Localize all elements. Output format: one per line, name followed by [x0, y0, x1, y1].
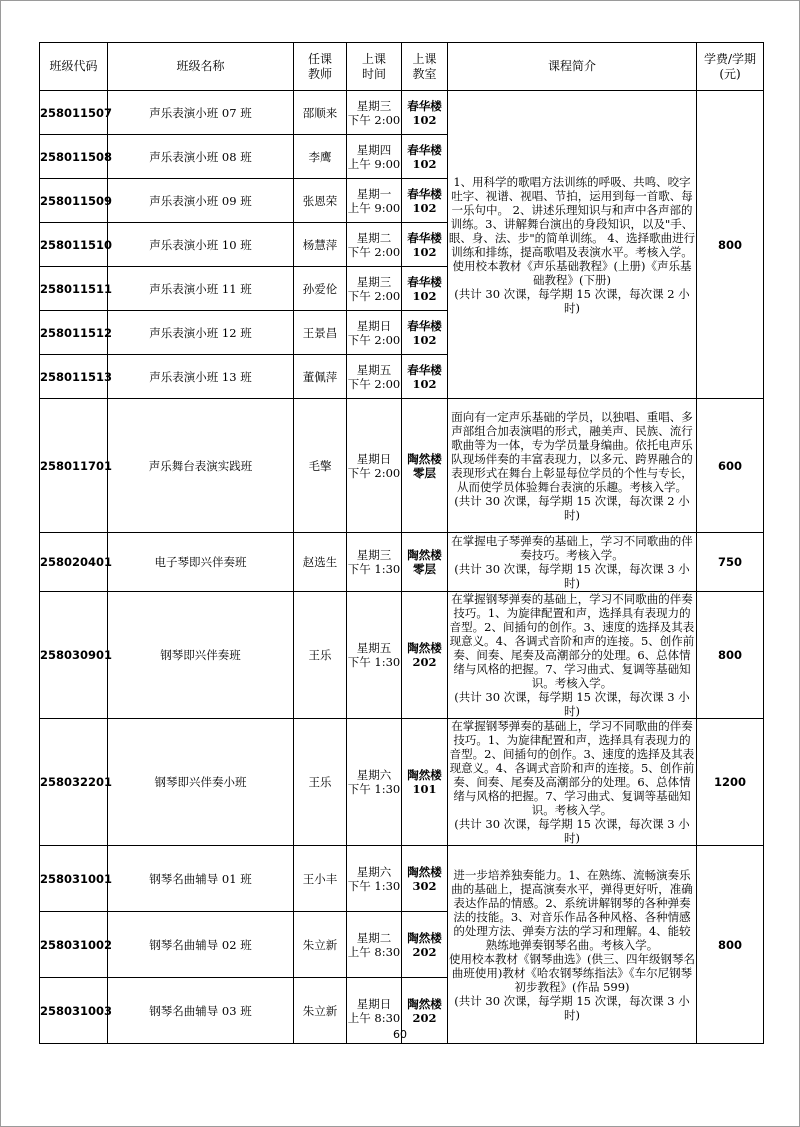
classroom: 陶然楼 零层 — [402, 533, 448, 592]
tuition-fee: 800 — [697, 846, 764, 1044]
class-code: 258031003 — [40, 978, 108, 1044]
class-name: 钢琴即兴伴奏小班 — [108, 719, 294, 846]
header-code: 班级代码 — [40, 43, 108, 91]
class-time: 星期三 下午 1:30 — [347, 533, 402, 592]
class-time: 星期六 下午 1:30 — [347, 846, 402, 912]
class-code: 258011701 — [40, 399, 108, 533]
class-code: 258011507 — [40, 91, 108, 135]
class-time: 星期三 下午 2:00 — [347, 91, 402, 135]
class-time: 星期五 下午 2:00 — [347, 355, 402, 399]
class-name: 声乐表演小班 07 班 — [108, 91, 294, 135]
teacher: 孙爱伦 — [294, 267, 347, 311]
table-row — [40, 533, 764, 592]
table-row — [40, 846, 764, 912]
class-time: 星期二 上午 8:30 — [347, 912, 402, 978]
class-time: 星期五 下午 1:30 — [347, 592, 402, 719]
table-row — [40, 592, 764, 719]
tuition-fee: 800 — [697, 592, 764, 719]
classroom: 春华楼 102 — [402, 179, 448, 223]
table-row — [40, 719, 764, 846]
course-description: 在掌握电子琴弹奏的基础上，学习不同歌曲的伴奏技巧。考核入学。 (共计 30 次课，每学期 15 次课，每次课 3 小时) — [448, 533, 697, 592]
page-number: 60 — [393, 1028, 407, 1041]
class-name: 声乐表演小班 08 班 — [108, 135, 294, 179]
class-name: 钢琴名曲辅导 02 班 — [108, 912, 294, 978]
header-teacher: 任课 教师 — [294, 43, 347, 91]
course-description: 进一步培养独奏能力。1、在熟练、流畅演奏乐曲的基础上，提高演奏水平，弹得更好听，准确表达作品的情感。2、系统讲解钢琴的各种弹奏法的技能。3、对音乐作品各种风格、各种情感的处理方法、弹奏方法的学习和理解。4、能较熟练地弹奏钢琴名曲。考核入学。 使用校本教材《钢琴曲选》(供三、四年级钢琴名曲班使用)教材《哈农钢琴练指法》《车尔尼钢琴初步教程》(作品 599) (共计 30 次课，每学期 15 次课，每次课 3 小时) — [448, 846, 697, 1044]
course-description: 1、用科学的歌唱方法训练的呼吸、共鸣、咬字吐字、视谱、视唱、节拍，运用到每一首歌、每一乐句中。 2、讲述乐理知识与和声中各声部的训练。3、讲解舞台演出的身段知识，以及"手、眼、身、法、步"的简单训练。 4、选择歌曲进行训练和排练，提高歌唱及表演水平。考核入学。 使用校本教材《声乐基础教程》(上册)《声乐基础教程》(下册) (共计 30 次课，每学期 15 次课，每次课 2 小时) — [448, 91, 697, 399]
classroom: 春华楼 102 — [402, 311, 448, 355]
class-code: 258031002 — [40, 912, 108, 978]
header-name: 班级名称 — [108, 43, 294, 91]
class-time: 星期日 上午 8:30 — [347, 978, 402, 1044]
teacher: 王乐 — [294, 719, 347, 846]
class-time: 星期日 下午 2:00 — [347, 311, 402, 355]
tuition-fee: 750 — [697, 533, 764, 592]
class-code: 258011510 — [40, 223, 108, 267]
classroom: 春华楼 102 — [402, 223, 448, 267]
course-description: 在掌握钢琴弹奏的基础上，学习不同歌曲的伴奏技巧。1、为旋律配置和声，选择具有表现力的音型。2、间插句的创作。3、速度的选择及其表现意义。4、各调式音阶和声的连接。5、创作前奏、间奏、尾奏及高潮部分的处理。6、总体情绪与风格的把握。7、学习曲式、复调等基础知识。考核入学。 (共计 30 次课，每学期 15 次课，每次课 3 小时) — [448, 592, 697, 719]
class-time: 星期六 下午 1:30 — [347, 719, 402, 846]
header-fee: 学费/学期 (元) — [697, 43, 764, 91]
class-time: 星期日 下午 2:00 — [347, 399, 402, 533]
class-time: 星期一 上午 9:00 — [347, 179, 402, 223]
class-code: 258011513 — [40, 355, 108, 399]
classroom: 陶然楼 202 — [402, 592, 448, 719]
class-name: 声乐表演小班 13 班 — [108, 355, 294, 399]
teacher: 董佩萍 — [294, 355, 347, 399]
class-code: 258032201 — [40, 719, 108, 846]
course-description: 面向有一定声乐基础的学员，以独唱、重唱、多声部组合加表演唱的形式，融美声、民族、流行歌曲等为一体，专为学员量身编曲。依托电声乐队现场伴奏的丰富表现力，以多元、跨界融合的表现形式在舞台上彰显每位学员的个性与专长，从而使学员体验舞台表演的乐趣。考核入学。 (共计 30 次课，每学期 15 次课，每次课 2 小时) — [448, 399, 697, 533]
classroom: 陶然楼 101 — [402, 719, 448, 846]
class-name: 声乐表演小班 12 班 — [108, 311, 294, 355]
class-name: 钢琴即兴伴奏班 — [108, 592, 294, 719]
teacher: 杨慧萍 — [294, 223, 347, 267]
course-description: 在掌握钢琴弹奏的基础上，学习不同歌曲的伴奏技巧。1、为旋律配置和声，选择具有表现力的音型。2、间插句的创作。3、速度的选择及其表现意义。4、各调式音阶和声的连接。5、创作前奏、间奏、尾奏及高潮部分的处理。6、总体情绪与风格的把握。7、学习曲式、复调等基础知识。考核入学。 (共计 30 次课，每学期 15 次课，每次课 3 小时) — [448, 719, 697, 846]
class-code: 258031001 — [40, 846, 108, 912]
tuition-fee: 800 — [697, 91, 764, 399]
classroom: 陶然楼 202 — [402, 912, 448, 978]
tuition-fee: 1200 — [697, 719, 764, 846]
class-name: 声乐表演小班 10 班 — [108, 223, 294, 267]
class-name: 钢琴名曲辅导 01 班 — [108, 846, 294, 912]
class-code: 258011508 — [40, 135, 108, 179]
classroom: 春华楼 102 — [402, 91, 448, 135]
class-code: 258011509 — [40, 179, 108, 223]
class-time: 星期三 下午 2:00 — [347, 267, 402, 311]
class-name: 声乐表演小班 09 班 — [108, 179, 294, 223]
teacher: 朱立新 — [294, 912, 347, 978]
class-code: 258020401 — [40, 533, 108, 592]
class-name: 钢琴名曲辅导 03 班 — [108, 978, 294, 1044]
class-name: 声乐表演小班 11 班 — [108, 267, 294, 311]
teacher: 邵顺来 — [294, 91, 347, 135]
header-room: 上课 教室 — [402, 43, 448, 91]
course-table — [39, 42, 764, 1044]
class-code: 258030901 — [40, 592, 108, 719]
class-time: 星期四 上午 9:00 — [347, 135, 402, 179]
teacher: 毛擎 — [294, 399, 347, 533]
classroom: 陶然楼 零层 — [402, 399, 448, 533]
teacher: 朱立新 — [294, 978, 347, 1044]
classroom: 春华楼 102 — [402, 267, 448, 311]
header-desc: 课程简介 — [448, 43, 697, 91]
class-code: 258011512 — [40, 311, 108, 355]
table-row — [40, 91, 764, 135]
teacher: 王小丰 — [294, 846, 347, 912]
teacher: 赵选生 — [294, 533, 347, 592]
class-code: 258011511 — [40, 267, 108, 311]
teacher: 张恩荣 — [294, 179, 347, 223]
teacher: 王乐 — [294, 592, 347, 719]
classroom: 春华楼 102 — [402, 355, 448, 399]
class-time: 星期二 下午 2:00 — [347, 223, 402, 267]
table-row — [40, 399, 764, 533]
class-name: 声乐舞台表演实践班 — [108, 399, 294, 533]
teacher: 王景昌 — [294, 311, 347, 355]
teacher: 李鹰 — [294, 135, 347, 179]
header-row — [40, 43, 764, 91]
classroom: 春华楼 102 — [402, 135, 448, 179]
tuition-fee: 600 — [697, 399, 764, 533]
class-name: 电子琴即兴伴奏班 — [108, 533, 294, 592]
classroom: 陶然楼 202 — [402, 978, 448, 1044]
classroom: 陶然楼 302 — [402, 846, 448, 912]
header-time: 上课 时间 — [347, 43, 402, 91]
